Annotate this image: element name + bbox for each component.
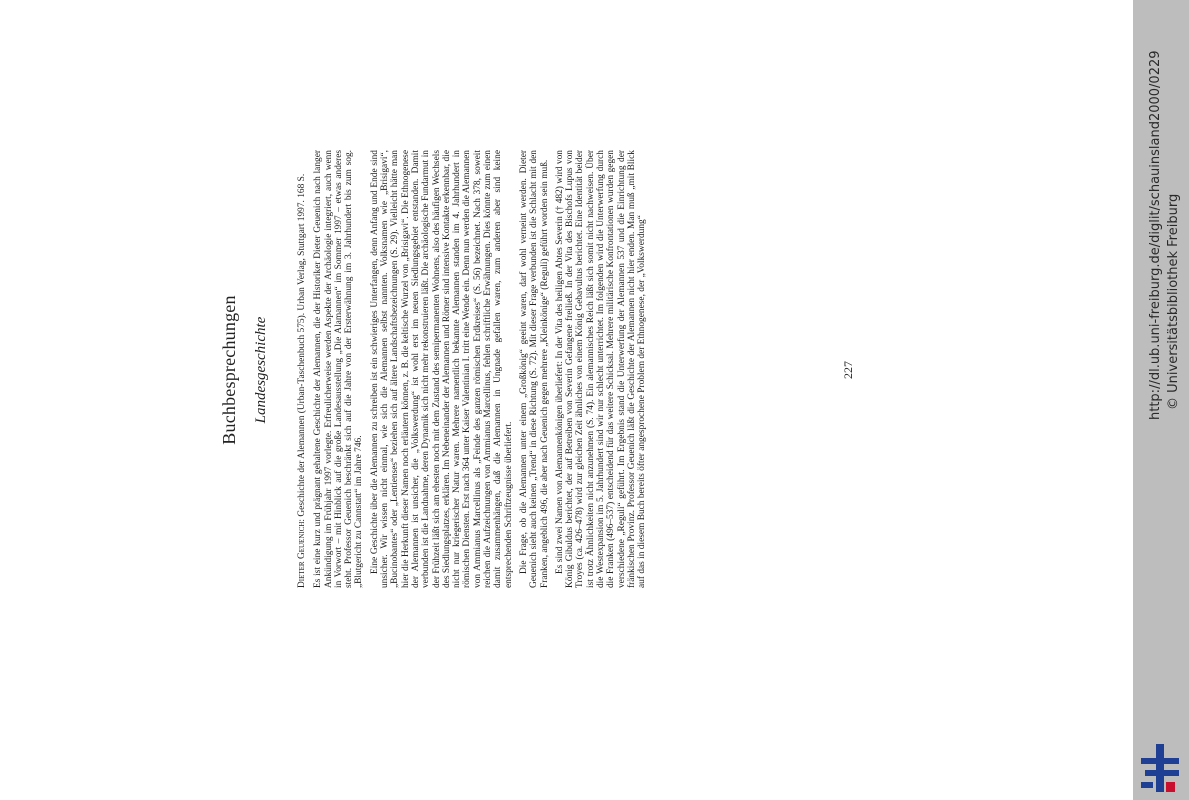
paragraph: Eine Geschichte über die Alemannen zu schreiben ist ein schwieriges Unterfangen, denn Anfang und Ende sind unsicher. Wir wissen nicht einmal, wie sich die Alemannen selbst nannten. Volksnamen wie „Brisigavi“, „Bucinobantes“ oder „Lentienses“ beziehen sich auf ältere Landschaftsbezeichnungen (S. 29). Vielleicht hätte man hier die Herkunft dieser Namen noch erläutern können, z. B. die keltische Wurzel von „Brisigavi“. Die Ethnogenese der Alemannen ist unsicher, die „Volkswerdung“ ist wohl erst im neuen Siedlungsgebiet entstanden. Damit verbunden ist die Landnahme, deren Dynamik sich nicht mehr rekonstruieren läßt. Die archäologische Fundarmut in der Frühzeit läßt sich am ehesten noch mit dem Zustand des semipermanenten Wohnens, also des häufigen Wechsels des Siedlungsplatzes, erklären. Im Nebeneinander der Alemannen und Römer sind intensive Kontakte erkennbar, die nicht nur kriegerischer Natur waren. Mehrere namentlich bekannte Alemannen standen im 4. Jahrhundert in römischen Diensten. Erst nach 364 unter Kaiser Valentinian I. tritt eine Wende ein. Denn nun werden die Alemannen von Ammianus Marcellinus als „Feinde des ganzen römischen Erdkreises“ (S. 56) bezeichnet. Nach 378, soweit reichen die Aufzeichnungen von Ammianus Marcellinus, fehlen schriftliche Erwähnungen. Dies könnte zum einen damit zusammenhängen, daß die Alemannen in Ungnade gefallen waren, zum anderen aber sind keine entsprechenden Schriftzeugnisse überliefert. [369, 150, 514, 588]
permalink-sidebar [1133, 0, 1189, 800]
page-content-rotated [215, 80, 915, 660]
review-body [297, 150, 653, 588]
logo-bar-middle [1145, 770, 1179, 776]
paragraph: Es sind zwei Namen von Alemannenkönigen überliefert: In der Vita des heiligen Abtes Severin († 482) wird von König Gibuldus berichtet, der auf Betreiben von Severin Gefangene freiließ. In der Vita des Bischofs Lupus von Troyes (ca. 426–478) wird zur gleichen Zeit ähnliches von einem König Gebavultus berichtet. Eine Identität beider ist trotz Ähnlichkeiten nicht anzunehmen (S. 74). Ein alemannisches Reich läßt sich somit nicht nachweisen. Über die Westexpansion im 5. Jahrhundert sind wir nur schlecht unterrichtet. Im folgenden wird die Unterwerfung durch die Franken (496–537) entscheidend für das weitere Schicksal. Mehrere militärische Konfrontationen wurden gegen verschiedene „Reguli“ geführt. Im Ergebnis stand die Unterwerfung der Alemannen 537 und die Einrichtung der fränkischen Provinz. Professor Geuenich läßt die Geschichte der Alemannen nicht hier enden. Man muß „mit Blick auf das in diesem Buch bereits öfter angesprochene Problem der Ethnogenese, der „Volkswerdung“ [554, 150, 648, 588]
permalink-url[interactable]: http://dl.ub.uni-freiburg.de/diglit/schauinsland2000/0229 [1148, 50, 1163, 420]
logo-bar-vertical [1156, 744, 1164, 792]
book-citation [297, 150, 307, 588]
paragraph: Es ist eine kurz und prägnant gehaltene Geschichte der Alemannen, die der Historiker Dieter Geuenich nach langer Ankündigung im Frühjahr 1997 vorlegte. Erfreulicherweise werden Aspekte der Archäologie integriert, auch wenn in Vorwort – mit Hinblick auf die große Landesausstellung „Die Alamannen“ im Sommer 1997 – etwas anderes steht. Professor Geuenich beschränkt sich auf die Jahre von der Ersterwähnung im 3. Jahrhundert bis zum sog. „Blutgericht zu Cannstatt“ im Jahre 746. [313, 150, 365, 588]
sub-heading: Landesgeschichte [253, 316, 269, 424]
citation-author: Dieter Geuenich [297, 521, 307, 588]
citation-details: : Geschichte der Alemannen (Urban-Taschenbuch 575). Urban Verlag, Stuttgart 1997. 168 S. [297, 173, 307, 522]
ub-freiburg-logo-icon [1141, 744, 1181, 792]
logo-bar-top [1141, 758, 1179, 764]
page-number: 227 [841, 361, 855, 379]
scanned-page [215, 80, 915, 660]
sidebar-text-block [1133, 0, 1189, 800]
section-heading: Buchbesprechungen [219, 295, 239, 445]
logo-bar-bottom [1141, 782, 1153, 788]
paragraph: Die Frage, ob die Alemannen unter einem „Großkönig“ geeint waren, darf wohl verneint werden. Dieter Geuenich sieht auch keinen „Trend“ in diese Richtung (S. 72). Mit dieser Frage verbunden ist die Schlacht mit den Franken, angeblich 496, die aber nach Geuenich gegen mehrere „Kleinkönige“ (Reguli) geführt worden sein muß. [518, 150, 550, 588]
copyright-notice: © Universitätsbibliothek Freiburg [1166, 193, 1181, 410]
logo-red-block [1166, 782, 1175, 792]
